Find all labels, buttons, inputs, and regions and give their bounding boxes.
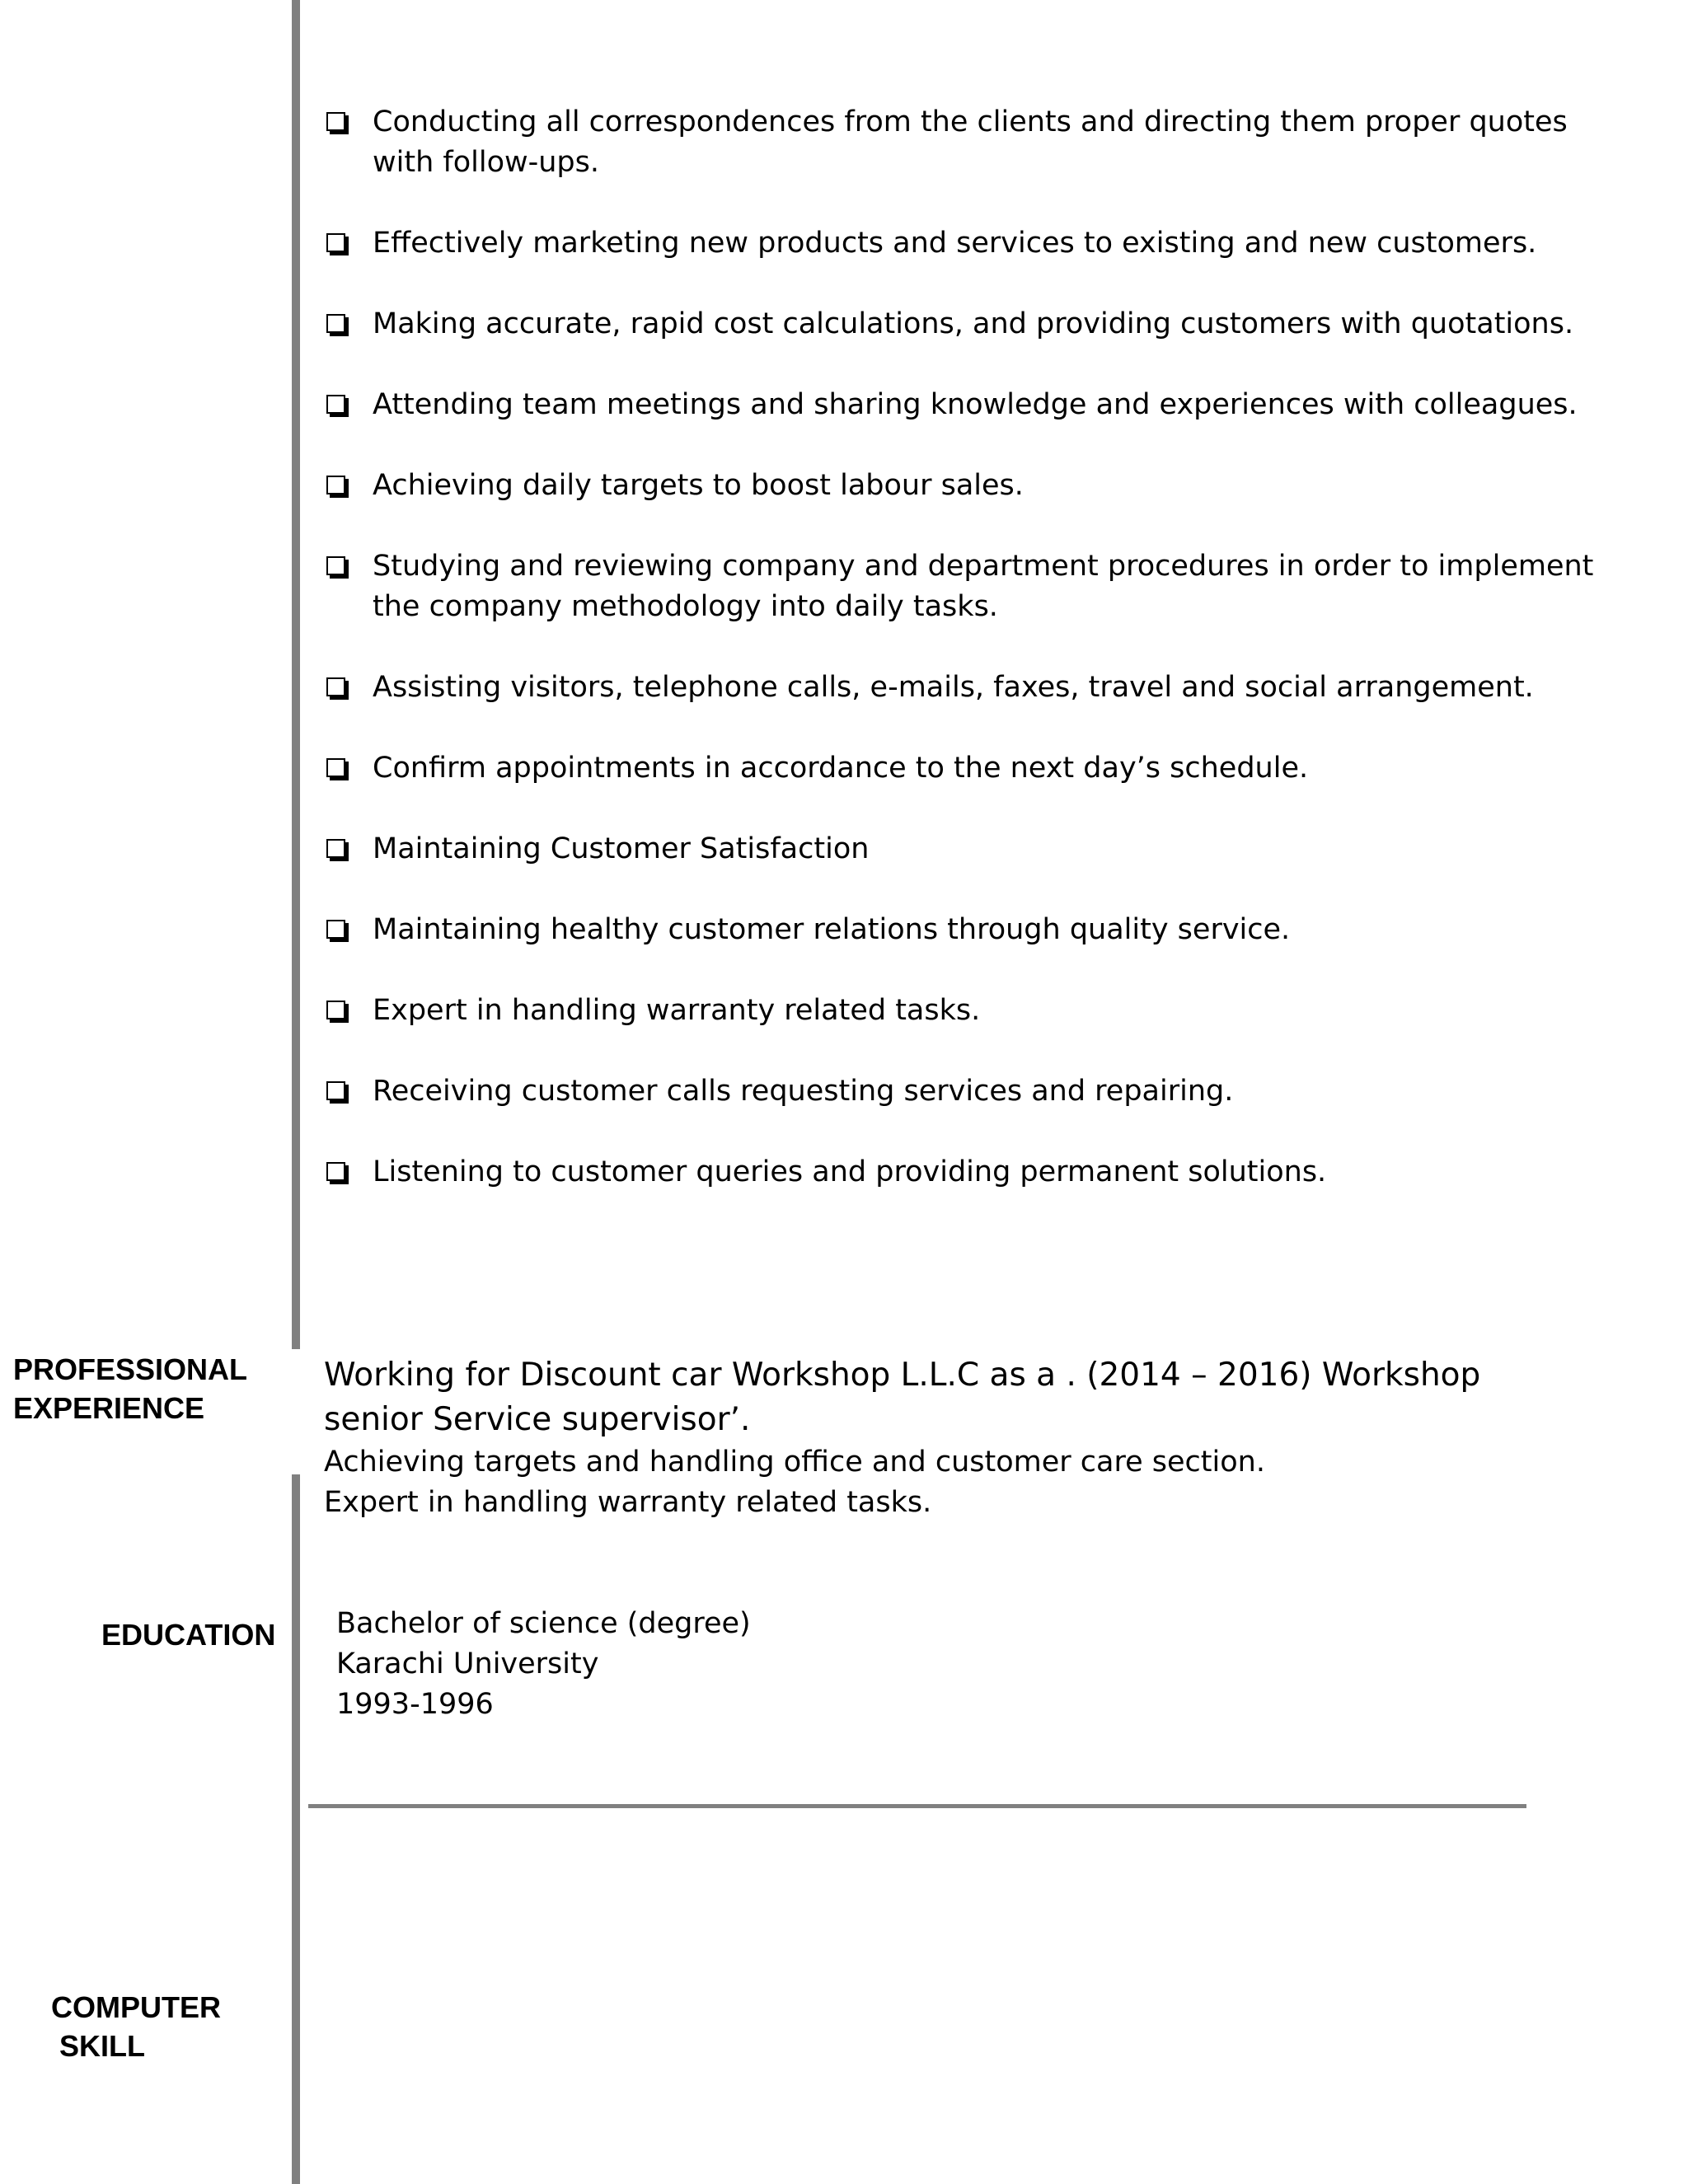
duty-item (323, 546, 1609, 627)
section-label-education: EDUCATION (101, 1618, 276, 1652)
duty-item (323, 102, 1609, 183)
duty-item (323, 1152, 1609, 1193)
checkbox-bullet-icon (326, 1162, 345, 1181)
duty-text: Attending team meetings and sharing knowledge and experiences with colleagues. (373, 388, 1578, 421)
duty-item (323, 910, 1609, 950)
duty-item (323, 223, 1609, 264)
checkbox-bullet-icon (326, 758, 345, 777)
section-label-computer-skill: COMPUTER SKILL (51, 1990, 221, 2063)
duty-item (323, 991, 1609, 1031)
experience-detail-line: Expert in handling warranty related tasks. (324, 1486, 932, 1519)
checkbox-bullet-icon (326, 1001, 345, 1019)
duty-item (323, 668, 1609, 708)
horizontal-divider (308, 1804, 1526, 1808)
duty-text: Receiving customer calls requesting services and repairing. (373, 1075, 1234, 1108)
experience-headline: Working for Discount car Workshop L.L.C as a . (2014 – 2016) Workshop senior Service supervisor’. (324, 1357, 1481, 1438)
duty-text: Listening to customer queries and providing permanent solutions. (373, 1155, 1327, 1188)
duty-item (323, 466, 1609, 506)
duty-item (323, 748, 1609, 789)
duty-text: Expert in handling warranty related tasks. (373, 994, 981, 1027)
experience-detail-line: Achieving targets and handling office and customer care section. (324, 1446, 1265, 1479)
vertical-divider-top (292, 0, 300, 1349)
education-degree: Bachelor of science (degree) (336, 1607, 751, 1640)
checkbox-bullet-icon (326, 677, 345, 696)
duty-text: Conducting all correspondences from the clients and directing them proper quotes with follow-ups. (373, 105, 1568, 179)
duty-text: Assisting visitors, telephone calls, e-mails, faxes, travel and social arrangement. (373, 671, 1534, 704)
duty-text: Effectively marketing new products and services to existing and new customers. (373, 227, 1537, 260)
duty-item (323, 829, 1609, 869)
duty-text: Studying and reviewing company and department procedures in order to implement the company methodology into daily tasks. (373, 550, 1594, 623)
duty-item (323, 304, 1609, 344)
duty-item (323, 1071, 1609, 1112)
checkbox-bullet-icon (326, 112, 345, 131)
education-block (336, 1604, 751, 1725)
checkbox-bullet-icon (326, 1081, 345, 1100)
duty-text: Maintaining healthy customer relations through quality service. (373, 913, 1291, 946)
checkbox-bullet-icon (326, 839, 345, 858)
duty-text: Making accurate, rapid cost calculations, and providing customers with quotations. (373, 307, 1574, 340)
checkbox-bullet-icon (326, 395, 345, 414)
education-years: 1993-1996 (336, 1688, 494, 1721)
vertical-divider-bottom (292, 1474, 300, 2184)
checkbox-bullet-icon (326, 920, 345, 939)
checkbox-bullet-icon (326, 476, 345, 494)
duty-text: Confirm appointments in accordance to the next day’s schedule. (373, 752, 1309, 785)
checkbox-bullet-icon (326, 314, 345, 333)
duty-text: Maintaining Customer Satisfaction (373, 832, 870, 865)
experience-block (324, 1353, 1560, 1523)
duty-item (323, 385, 1609, 425)
education-institution: Karachi University (336, 1647, 599, 1680)
duty-text: Achieving daily targets to boost labour sales. (373, 469, 1024, 502)
duties-list (323, 102, 1609, 1233)
checkbox-bullet-icon (326, 556, 345, 575)
checkbox-bullet-icon (326, 233, 345, 252)
section-label-professional-experience: PROFESSIONAL EXPERIENCE (13, 1352, 248, 1425)
